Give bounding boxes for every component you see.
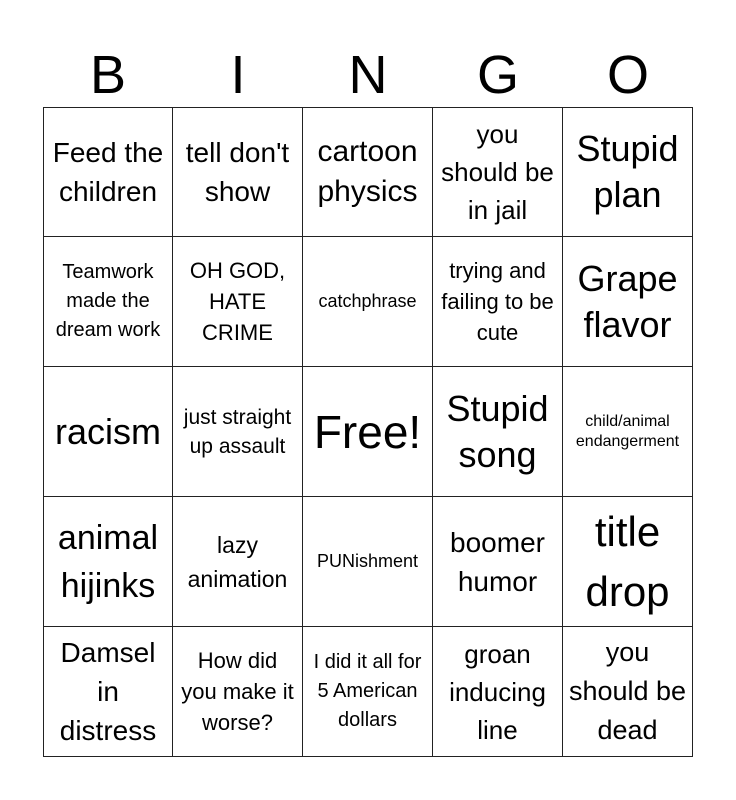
cell-text: How did you make it worse? xyxy=(181,648,294,735)
free-space-cell[interactable] xyxy=(303,367,433,497)
bingo-cell[interactable] xyxy=(303,237,433,367)
cell-text: tell don't show xyxy=(185,137,290,207)
cell-text: PUNishment xyxy=(316,551,419,571)
cell-text: Teamwork made the dream work xyxy=(55,261,161,341)
bingo-cell[interactable] xyxy=(173,367,303,497)
bingo-cell[interactable] xyxy=(563,237,693,367)
bingo-cell[interactable] xyxy=(173,107,303,237)
cell-text: groan inducing line xyxy=(449,638,546,745)
cell-text: Stupid song xyxy=(446,387,549,475)
bingo-cell[interactable] xyxy=(563,107,693,237)
bingo-cell[interactable] xyxy=(433,627,563,757)
header-letter-n: N xyxy=(348,45,388,105)
cell-text: just straight up assault xyxy=(183,405,292,458)
bingo-cell[interactable] xyxy=(43,107,173,237)
bingo-cell[interactable] xyxy=(563,497,693,627)
cell-text: Feed the children xyxy=(52,137,164,207)
cell-text: child/animal endangerment xyxy=(575,412,680,450)
cell-text: boomer humor xyxy=(450,526,545,597)
bingo-card-grid xyxy=(43,107,693,757)
cell-text: Damsel in distress xyxy=(59,637,157,746)
cell-text: racism xyxy=(55,410,161,452)
cell-text: Stupid plan xyxy=(576,128,679,215)
cell-text: cartoon physics xyxy=(317,135,418,208)
bingo-cell[interactable] xyxy=(43,627,173,757)
bingo-cell[interactable] xyxy=(43,237,173,367)
cell-text: I did it all for 5 American dollars xyxy=(313,651,422,731)
bingo-cell[interactable] xyxy=(433,107,563,237)
cell-text: you should be dead xyxy=(568,637,687,745)
cell-text: catchphrase xyxy=(318,291,417,311)
bingo-cell[interactable] xyxy=(43,497,173,627)
cell-text: lazy animation xyxy=(187,531,288,592)
bingo-cell[interactable] xyxy=(173,627,303,757)
free-space-text: Free! xyxy=(313,405,422,458)
bingo-header xyxy=(43,42,693,108)
header-letter-g: G xyxy=(476,45,519,105)
bingo-cell[interactable] xyxy=(303,627,433,757)
bingo-cell[interactable] xyxy=(303,107,433,237)
header-letter-i: I xyxy=(230,45,246,105)
bingo-cell[interactable] xyxy=(433,367,563,497)
bingo-cell[interactable] xyxy=(433,237,563,367)
bingo-cell[interactable] xyxy=(173,497,303,627)
bingo-cell[interactable] xyxy=(433,497,563,627)
cell-text: Grape flavor xyxy=(577,257,678,345)
header-letter-o: O xyxy=(606,45,649,105)
header-letter-b: B xyxy=(89,45,127,105)
bingo-cell[interactable] xyxy=(563,367,693,497)
cell-text: trying and failing to be cute xyxy=(441,258,554,345)
cell-text: animal hijinks xyxy=(57,518,159,605)
cell-text: OH GOD, HATE CRIME xyxy=(189,258,286,345)
cell-text: title drop xyxy=(585,507,670,615)
bingo-cell[interactable] xyxy=(303,497,433,627)
bingo-cell[interactable] xyxy=(43,367,173,497)
bingo-cell[interactable] xyxy=(173,237,303,367)
cell-text: you should be in jail xyxy=(441,119,554,225)
bingo-cell[interactable] xyxy=(563,627,693,757)
